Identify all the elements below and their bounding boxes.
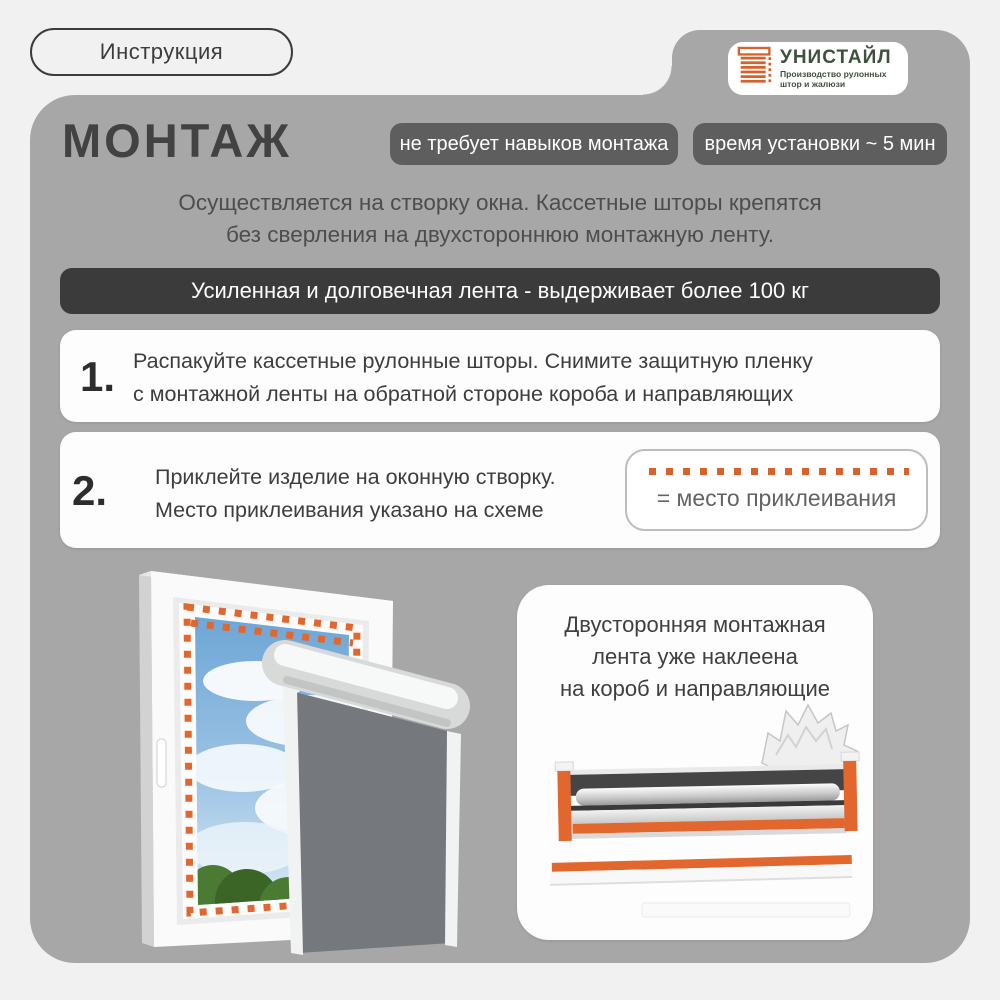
note-text: Двусторонняя монтажная лента уже наклеена на короб и направляющие: [559, 612, 830, 701]
highlight-bar: Усиленная и долговечная лента - выдерживает более 100 кг: [60, 268, 940, 314]
intro-paragraph: [30, 187, 970, 251]
blinds-icon: [737, 46, 774, 91]
note-card: [517, 585, 873, 940]
glue-legend-label: = место приклеивания: [656, 485, 897, 511]
window-with-blind-illustration: [95, 563, 505, 963]
glue-legend-box: [625, 449, 928, 531]
step-card-2: [60, 432, 940, 548]
brand-tagline-line1: Производство рулонных: [780, 68, 887, 79]
step-text-1: Распакуйте кассетные рулонные шторы. Снимите защитную пленку с монтажной ленты на обратной стороне короба и направляющих: [133, 349, 813, 406]
intro-line1: Осуществляется на створку окна. Кассетные шторы крепятся: [178, 190, 822, 215]
page-title: МОНТАЖ: [62, 114, 292, 167]
main-panel: [30, 95, 970, 963]
feature-badge-time: время установки ~ 5 мин: [693, 123, 947, 165]
instruction-title-label: Инструкция: [99, 39, 224, 64]
tab-concave-corner: [643, 66, 672, 95]
brand-logo: [728, 42, 908, 95]
brand-tagline-line2: штор и жалюзи: [780, 79, 846, 89]
brand-text-block: [780, 48, 892, 90]
feature-badge-no-skills: не требует навыков монтажа: [390, 123, 678, 165]
step-number-1: 1.: [80, 353, 116, 400]
instruction-title-badge: [30, 28, 293, 76]
orange-dashed-tape-line: [649, 468, 909, 475]
cassette-tape-diagram: [530, 701, 860, 933]
brand-name: УНИСТАЙЛ: [780, 46, 892, 68]
step-card-1: [60, 330, 940, 422]
step-number-2: 2.: [72, 467, 108, 514]
intro-line2: без сверления на двухстороннюю монтажную ленту.: [226, 222, 774, 248]
step-text-2: Приклейте изделие на оконную створку. Место приклеивания указано на схеме: [155, 465, 556, 522]
